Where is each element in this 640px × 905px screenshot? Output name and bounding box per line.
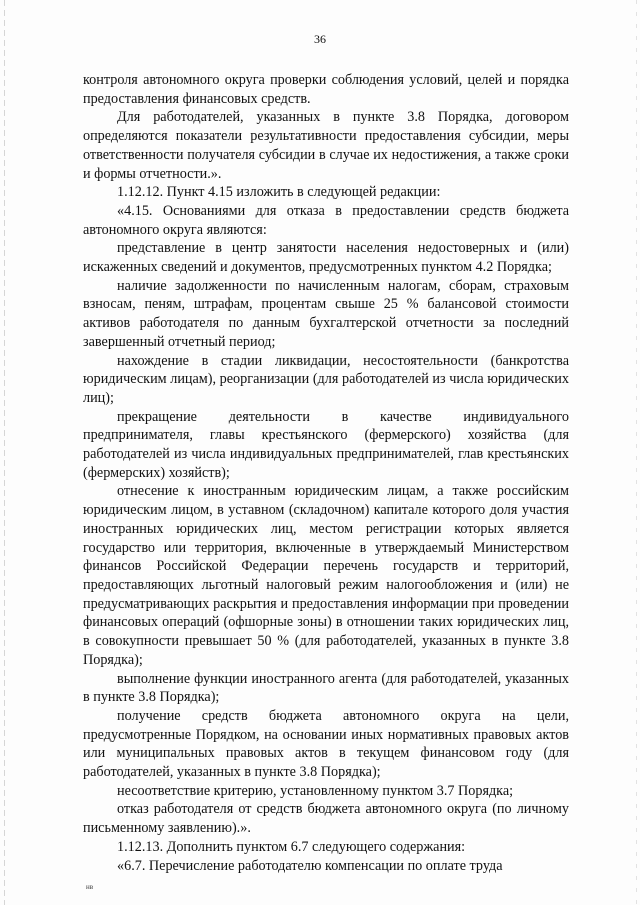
paragraph: 1.12.13. Дополнить пунктом 6.7 следующего содержания: <box>117 838 466 855</box>
paragraph: «6.7. Перечисление работодателю компенсации по оплате труда <box>117 857 503 874</box>
paragraph: нахождение в стадии ликвидации, несостоятельности (банкротства юридическим лицам), реорганизации (для работодателей из числа юридических лиц); <box>83 352 569 406</box>
footer-mark: нв <box>86 883 94 891</box>
paragraph: Для работодателей, указанных в пункте 3.8 Порядка, договором определяются показатели результативности предоставления субсидии, меры ответственности получателя субсидии в случае их недостижения, а также сроки и формы отчетности.». <box>83 109 569 182</box>
scan-edge-left <box>4 0 5 905</box>
paragraph: наличие задолженности по начисленным налогам, сборам, страховым взносам, пеням, штрафам, процентам свыше 25 % балансовой стоимости активов работодателя по данным бухгалтерской отчетности за последний завершенный отчетный период; <box>83 277 569 350</box>
paragraph: «4.15. Основаниями для отказа в предоставлении средств бюджета автономного округа являются: <box>83 202 569 238</box>
paragraph: отнесение к иностранным юридическим лицам, а также российским юридическим лицом, в уставном (складочном) капитале которого доля участия иностранных юридических лиц, местом регистрации которых является государство или территория, включенные в утверждаемый Министерством финансов Российской Федерации перечень государств и территорий, предоставляющих льготный налоговый режим налогообложения и (или) не предусматривающих раскрытия и предоставления информации при проведении финансовых операций (офшорные зоны) в отношении таких юридических лиц, в совокупности превышает 50 % (для работодателей, указанных в пункте 3.8 Порядка); <box>83 483 569 668</box>
paragraph: представление в центр занятости населения недостоверных и (или) искаженных сведений и документов, предусмотренных пунктом 4.2 Порядка; <box>83 240 569 276</box>
paragraph: получение средств бюджета автономного округа на цели, предусмотренные Порядком, на основании иных нормативных правовых актов или муниципальных правовых актов в текущем финансовом году (для работодателей, указанных в пункте 3.8 Порядка); <box>83 707 569 781</box>
paragraph: выполнение функции иностранного агента (для работодателей, указанных в пункте 3.8 Порядка); <box>83 670 569 706</box>
document-body <box>83 71 569 875</box>
scan-edge-right <box>636 0 637 905</box>
paragraph: контроля автономного округа проверки соблюдения условий, целей и порядка предоставления финансовых средств. <box>83 72 569 107</box>
paragraph: несоответствие критерию, установленному пунктом 3.7 Порядка; <box>117 782 514 799</box>
paragraph: отказ работодателя от средств бюджета автономного округа (по личному письменному заявлению).». <box>83 801 569 837</box>
page-number: 36 <box>314 32 326 46</box>
paragraph: прекращение деятельности в качестве индивидуального предпринимателя, главы крестьянского (фермерского) хозяйства (для работодателей из числа индивидуальных предпринимателей, глав крестьянских (фермерских) хозяйств); <box>83 408 569 481</box>
paragraph: 1.12.12. Пункт 4.15 изложить в следующей редакции: <box>117 184 441 201</box>
